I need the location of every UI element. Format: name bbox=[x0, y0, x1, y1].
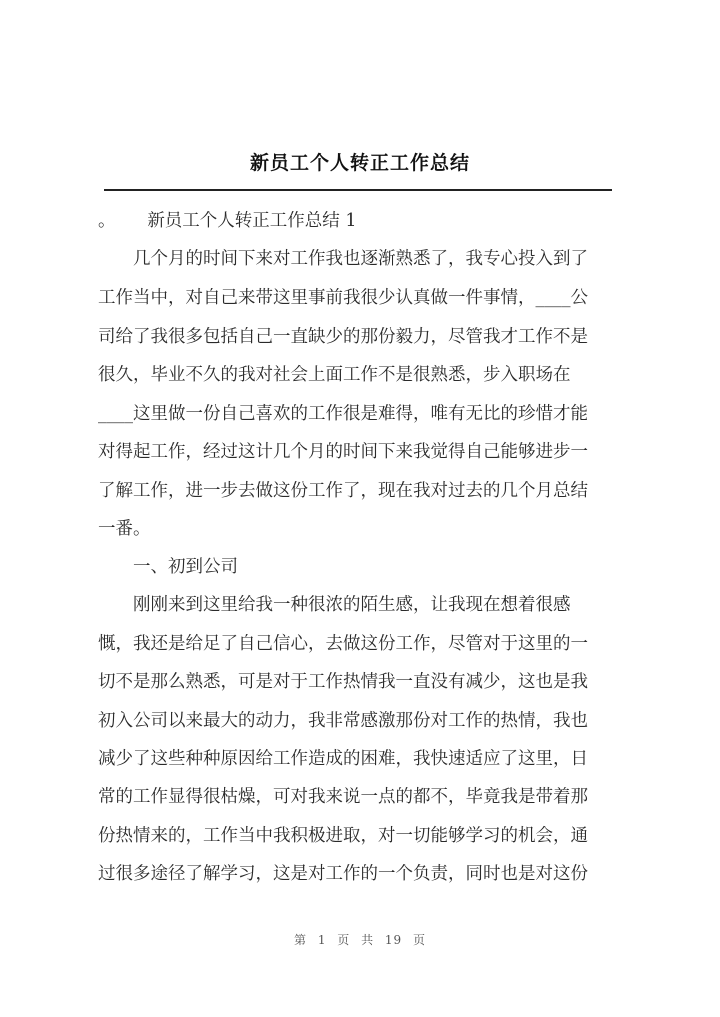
paragraph-line: 了解工作，进一步去做这份工作了，现在我对过去的几个月总结 bbox=[98, 481, 588, 501]
paragraph-line: 慨，我还是给足了自己信心，去做这份工作，尽管对于这里的一 bbox=[98, 634, 588, 654]
paragraph-line: 切不是那么熟悉，可是对于工作热情我一直没有减少，这也是我 bbox=[98, 672, 588, 692]
paragraph-line: 常的工作显得很枯燥，可对我来说一点的都不，毕竟我是带着那 bbox=[98, 787, 588, 807]
page-number-footer: 第 1 页 共 19 页 bbox=[294, 933, 426, 947]
paragraph-line: 一番。 bbox=[98, 519, 151, 539]
paragraph-line: 减少了这些种种原因给工作造成的困难，我快速适应了这里，日 bbox=[98, 749, 588, 769]
title-divider bbox=[104, 189, 612, 191]
paragraph-line: 初入公司以来最大的动力，我非常感激那份对工作的热情，我也 bbox=[98, 711, 588, 731]
paragraph-line: 司给了我很多包括自己一直缺少的那份毅力，尽管我才工作不是 bbox=[98, 327, 588, 347]
paragraph-line: 份热情来的，工作当中我积极进取，对一切能够学习的机会，通 bbox=[98, 826, 588, 846]
subheading-line: 一、初到公司 bbox=[98, 557, 238, 577]
paragraph-line: 过很多途径了解学习，这是对工作的一个负责，同时也是对这份 bbox=[98, 864, 588, 884]
paragraph-line: 刚刚来到这里给我一种很浓的陌生感，让我现在想着很感 bbox=[98, 595, 571, 615]
document-title: 新员工个人转正工作总结 bbox=[249, 152, 470, 174]
paragraph-line: 很久，毕业不久的我对社会上面工作不是很熟悉，步入职场在 bbox=[98, 365, 571, 385]
paragraph-line: ____这里做一份自己喜欢的工作很是难得，唯有无比的珍惜才能 bbox=[98, 404, 588, 424]
paragraph-line: 几个月的时间下来对工作我也逐渐熟悉了，我专心投入到了 bbox=[98, 249, 588, 269]
paragraph-line: 对得起工作，经过这计几个月的时间下来我觉得自己能够进步一 bbox=[98, 442, 588, 462]
paragraph-line: 工作当中，对自己来带这里事前我很少认真做一件事情，____公 bbox=[98, 288, 588, 308]
section-heading-line: 。 新员工个人转正工作总结 1 bbox=[98, 211, 357, 231]
